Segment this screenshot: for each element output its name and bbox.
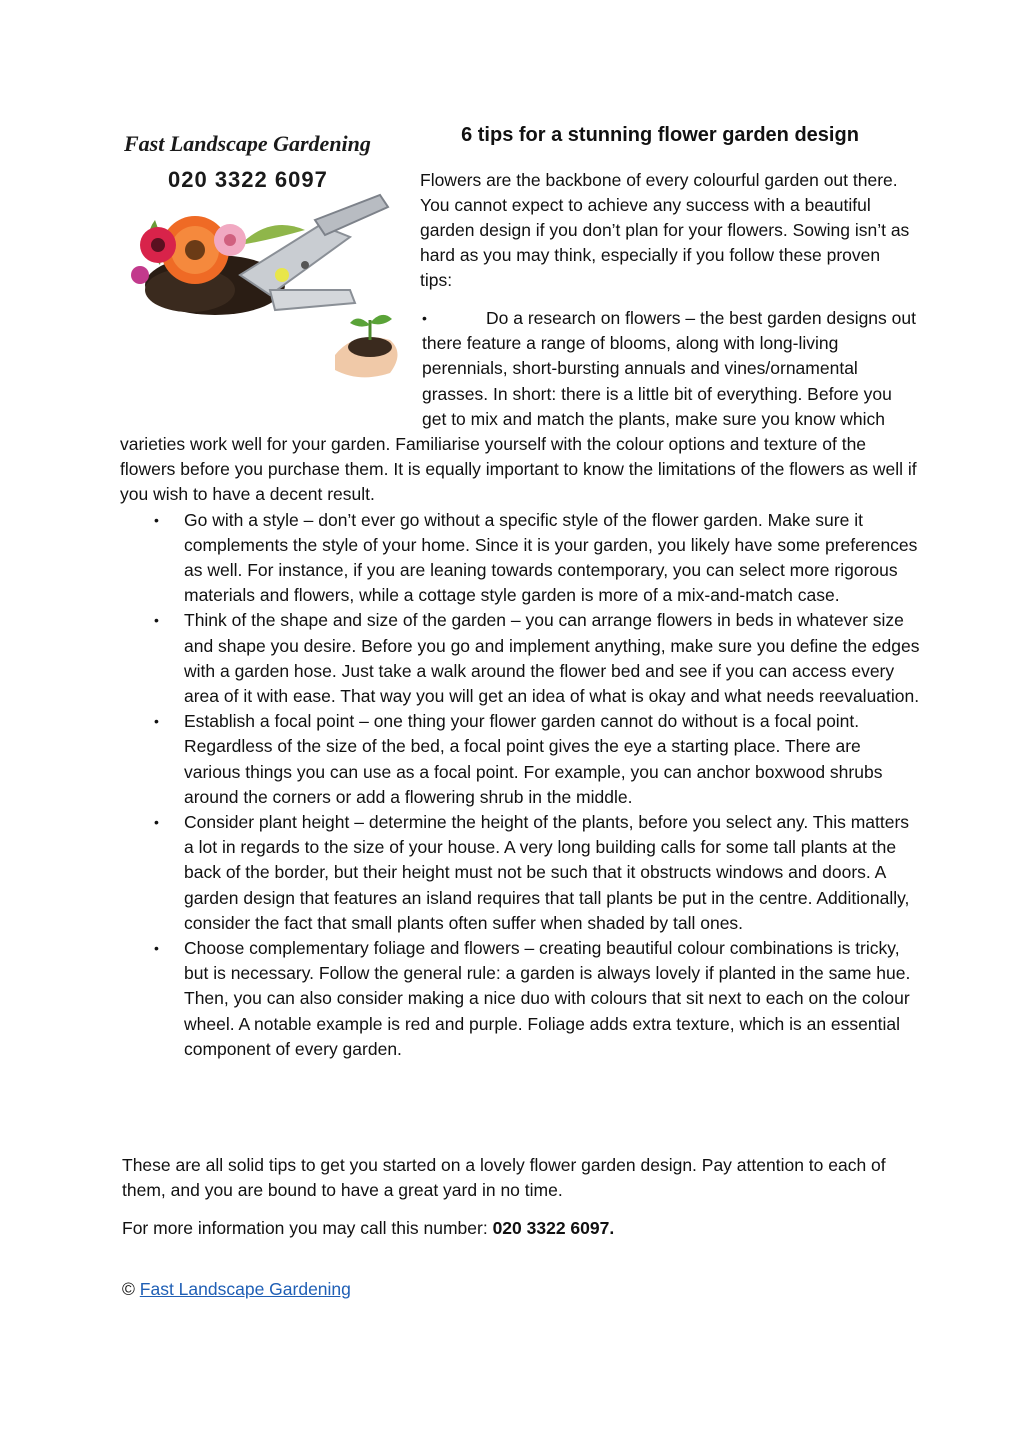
tip-text: Consider plant height – determine the height of the plants, before you select any. This matters a lot in regards to the size of your house. A very long building calls for some tall plants at the back of the border, but their height must not be such that it obstructs windows and doors. A garden design that features an island requires that tall plants be put in the centre. Additionally, consider the fact that small plants often suffer when shaded by tall ones. — [184, 812, 910, 933]
copyright-symbol: © — [122, 1279, 135, 1299]
tip-text: Go with a style – don’t ever go without a specific style of the flower garden. Make sure it complements the style of your home. Since it is your garden, you likely have some preferences as well. For instance, if you are leaning towards contemporary, you can select more rigorous materials and flowers, while a cottage style garden is more of a mix-and-match case. — [184, 509, 918, 606]
tip-text: Think of the shape and size of the garden – you can arrange flowers in beds in whatever size and shape you desire. Before you go and implement anything, make sure you define the edges with a garden hose. Just take a walk around the flower bed and see if you can access every area of it with ease. That way you will get an idea of what is okay and what needs reevaluation. — [184, 610, 920, 707]
tips-list — [120, 306, 920, 1062]
intro-paragraph: Flowers are the backbone of every colourful garden out there. You cannot expect to achieve any success with a beautiful garden design if you don’t plan for your flowers. Sowing isn’t as hard as you may think, especially if you follow these proven tips: — [420, 170, 910, 290]
bullet-icon: • — [154, 713, 159, 730]
logo-company-name: Fast Landscape Gardening — [124, 131, 371, 156]
list-item — [120, 306, 920, 508]
logo-phone-number: 020 3322 6097 — [168, 167, 328, 192]
logo-wrap-spacer — [120, 306, 422, 408]
bullet-icon: • — [154, 511, 159, 528]
bullet-icon: • — [422, 310, 427, 326]
list-item — [120, 608, 920, 709]
tip-text: Establish a focal point – one thing your flower garden cannot do without is a focal point. Regardless of the size of the bed, a focal point gives the eye a starting place. There are various things you can use as a focal point. For example, you can anchor boxwood shrubs around the corners or add a flowering shrub in the middle. — [184, 711, 883, 807]
bullet-icon: • — [154, 940, 159, 957]
list-item — [120, 810, 920, 936]
bullet-icon: • — [154, 814, 159, 831]
closing-paragraph: These are all solid tips to get you started on a lovely flower garden design. Pay attention to each of them, and you are bound to have a great yard in no time. — [122, 1155, 886, 1200]
contact-line — [122, 1216, 614, 1241]
list-item — [120, 709, 920, 810]
list-item — [120, 936, 920, 1062]
tip-text: Do a research on flowers – the best garden designs out there feature a range of blooms, along with long-living perennials, short-bursting annuals and vines/ornamental grasses. In short: there is a little bit of everything. Before you get to mix and match the plants, make sure you know which varieties work well for your garden. Familiarise yourself with the colour options and texture of the flowers before you purchase them. It is equally important to know the limitations of the flowers as well if you wish to have a decent result. — [120, 308, 917, 505]
company-link[interactable]: Fast Landscape Gardening — [139, 1279, 351, 1299]
contact-phone: 020 3322 6097. — [492, 1218, 615, 1238]
contact-text: For more information you may call this number: — [122, 1218, 493, 1238]
copyright-line — [122, 1277, 351, 1302]
list-item — [120, 508, 920, 609]
tip-text: Choose complementary foliage and flowers – creating beautiful colour combinations is tricky, but is necessary. Follow the general rule: a garden is always lovely if planted in the same hue. Then, you can also consider making a nice duo with colours that sit next to each on the colour wheel. A notable example is red and purple. Foliage adds extra texture, which is an essential component of every garden. — [184, 938, 911, 1059]
article-title: 6 tips for a stunning flower garden design — [461, 124, 859, 146]
bullet-icon: • — [154, 612, 159, 629]
